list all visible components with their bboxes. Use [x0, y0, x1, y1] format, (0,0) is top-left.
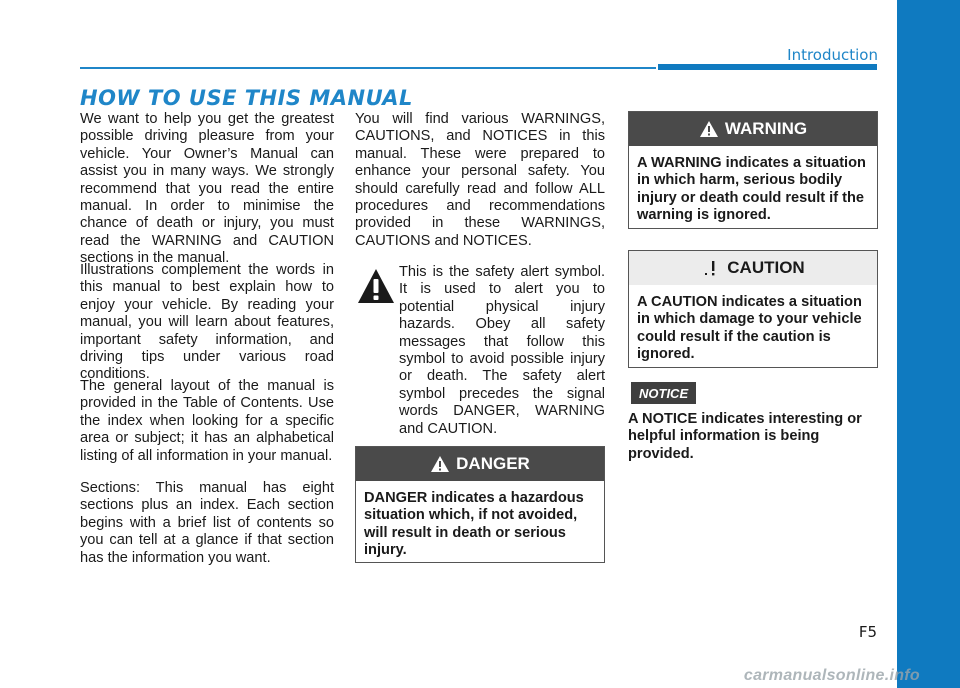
notice-badge: NOTICE: [631, 382, 696, 404]
warning-header: [629, 112, 877, 146]
caution-header: [629, 251, 877, 285]
header-rule: [80, 67, 656, 69]
warning-label: WARNING: [724, 119, 808, 138]
section-side-tab: [897, 0, 960, 688]
illustrations-paragraph: Illustrations complement the words in this manual to best explain how to enjoy your vehicle. By reading your manual, you will learn about features, important safety information, and driving tips under various road conditions.: [80, 262, 334, 383]
intro-paragraph: We want to help you get the greatest possible driving pleasure from your vehicle. Your Owner’s Manual can assist you in many ways. We strongly recommend that you read the entire manual. In order to minimise the chance of death or injury, you must read the WARNING and CAUTION sections in the manual.: [80, 111, 334, 267]
caution-box: [628, 250, 878, 368]
section-label: Introduction: [787, 46, 878, 64]
safety-alert-block: [355, 264, 605, 437]
warning-triangle-icon: [430, 455, 450, 473]
watermark: carmanualsonline.info: [743, 667, 920, 684]
warning-box: [628, 111, 878, 229]
danger-text: DANGER indicates a hazardous situation which, if not avoided, will result in death or serious injury.: [364, 490, 584, 559]
warning-text: A WARNING indicates a situation in which harm, serious bodily injury or death could result if the warning is ignored.: [637, 155, 866, 224]
sections-paragraph: Sections: This manual has eight sections plus an index. Each section begins with a brief list of contents so you can tell at a glance if that section has the information you want.: [80, 480, 334, 566]
header-rule-accent: [658, 64, 877, 70]
danger-box: [355, 446, 605, 563]
caution-exclamation-icon: [701, 259, 721, 277]
warnings-intro-paragraph: You will find various WARNINGS, CAUTIONS, and NOTICES in this manual. These were prepared to enhance your personal safety. You should carefully read and follow ALL procedures and recommendations provided in these WARNINGS, CAUTIONS and NOTICES.: [355, 111, 605, 249]
safety-alert-text: This is the safety alert symbol. It is used to alert you to potential physical injury hazards. Obey all safety messages that follow this symbol to avoid possible injury or death. The safety alert symbol precedes the signal words DANGER, WARNING and CAUTION.: [399, 264, 605, 437]
warning-triangle-icon: [699, 120, 719, 138]
notice-text: A NOTICE indicates interesting or helpful information is being provided.: [628, 411, 862, 462]
danger-label: DANGER: [456, 454, 530, 473]
danger-header: [356, 447, 604, 481]
page-title: HOW TO USE THIS MANUAL: [80, 86, 413, 110]
layout-paragraph: The general layout of the manual is provided in the Table of Contents. Use the index when looking for a specific area or subject; it has an alphabetical listing of all information in your manual.: [80, 378, 334, 464]
page-number: F5: [858, 623, 877, 641]
caution-label: CAUTION: [727, 258, 805, 277]
safety-alert-triangle-icon: [357, 268, 395, 304]
caution-text: A CAUTION indicates a situation in which damage to your vehicle could result if the caution is ignored.: [637, 294, 862, 363]
